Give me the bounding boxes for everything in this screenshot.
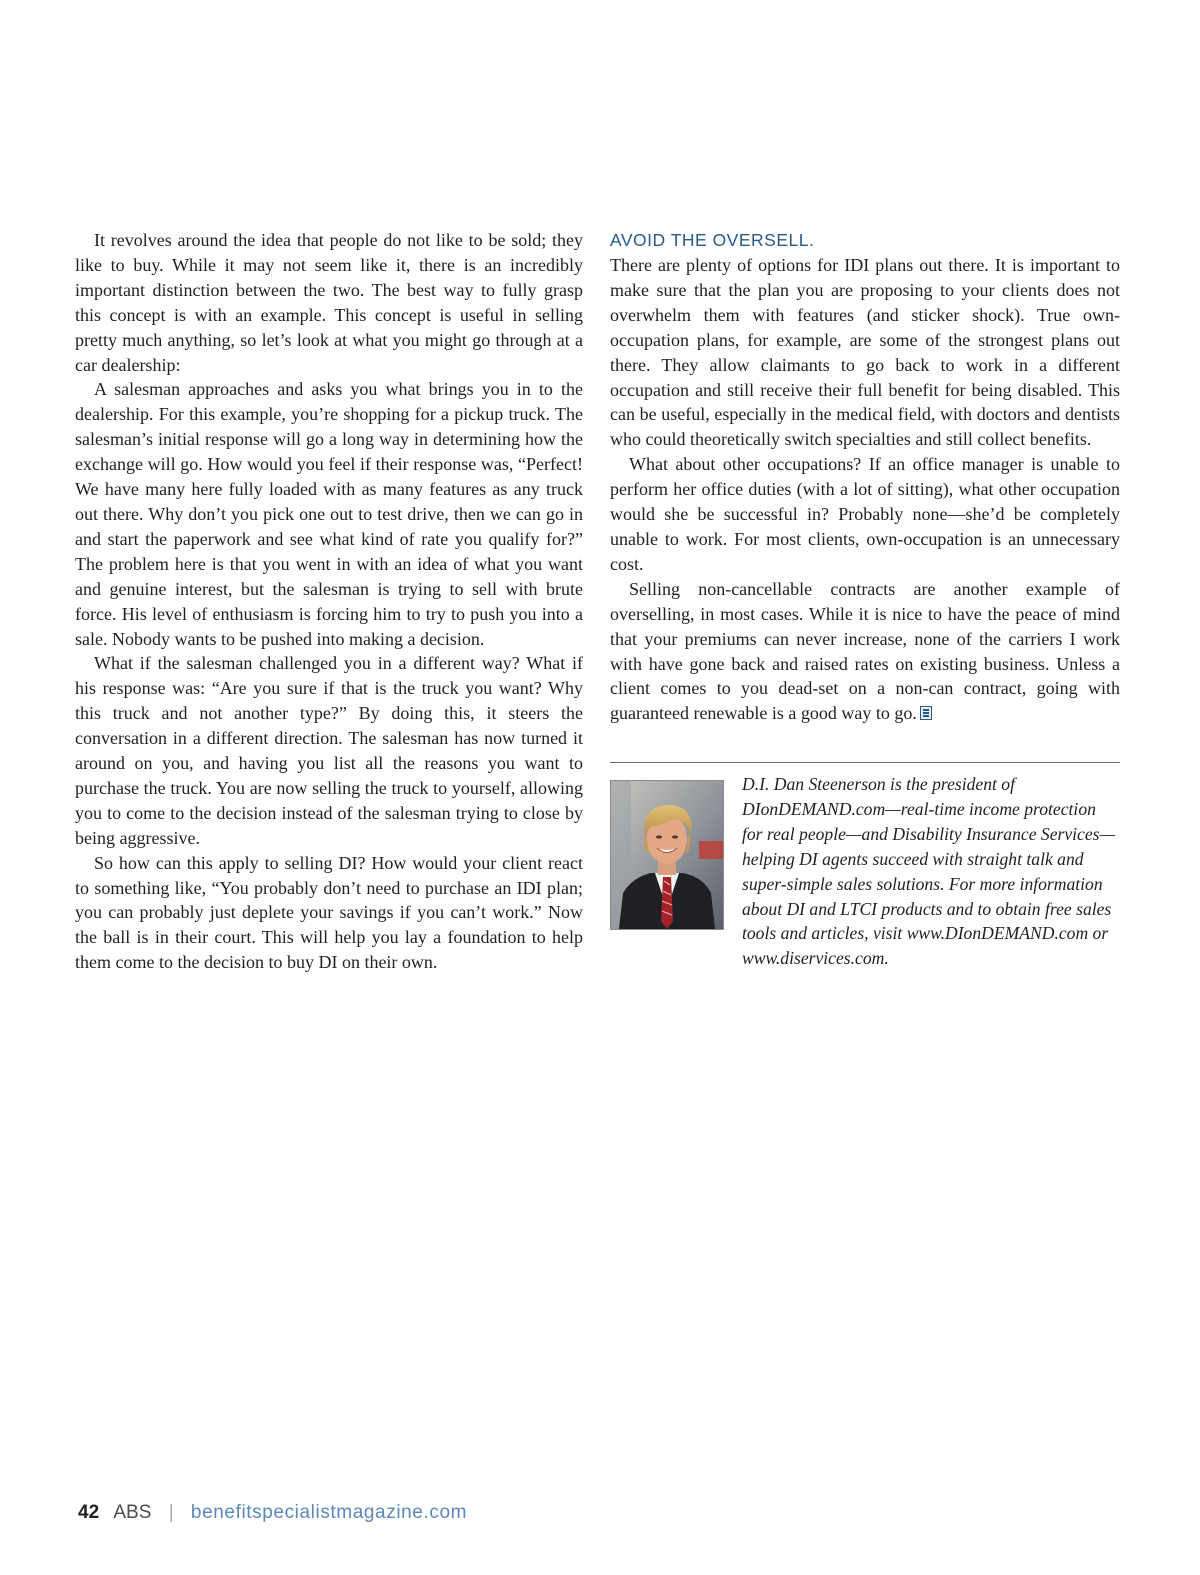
right-paragraph-2: What about other occupations? If an office manager is unable to perform her office duties (with a lot of sitting), what other occupation would she be successful in? Probably none—she’d be completely unable to work. For most clients, own-occupation is an unnecessary cost.	[610, 454, 1120, 574]
right-paragraph-3-text: Selling non-cancellable contracts are another example of overselling, in most cases. While it is nice to have the peace of mind that your premiums can never increase, none of the carriers I work with have gone back and raised rates on existing business. Unless a client comes to you dead-set on a non-can contract, going with guaranteed renewable is a good way to go.	[610, 578, 1120, 724]
left-paragraph-2: A salesman approaches and asks you what brings you in to the dealership. For this example, you’re shopping for a pickup truck. The salesman’s initial response will go a long way in determining how the exchange will go. How would you feel if their response was, “Perfect! We have many here fully loaded with as many features as any truck out there. Why don’t you pick one out to test drive, then we can go in and start the paperwork and see what kind of rate you qualify for?” The problem here is that you went in with an idea of what you want and genuine interest, but the salesman is trying to sell with brute force. His level of enthusiasm is forcing him to try to push you into a sale. Nobody wants to be pushed into making a decision.	[75, 379, 583, 649]
author-photo	[610, 780, 724, 930]
left-paragraph-3: What if the salesman challenged you in a different way? What if his response was: “Are you sure if that is the truck you want? Why this truck and not another type?” By doing this, it steers the conversation in a different direction. The salesman has now turned it around on you, and having you list all the reasons you want to purchase the truck. You are now selling the truck to yourself, allowing you to come to the decision instead of the salesman trying to close by being aggressive.	[75, 653, 583, 848]
right-article-column	[610, 228, 1120, 726]
section-heading: AVOID THE OVERSELL.	[610, 230, 815, 250]
left-paragraph-4: So how can this apply to selling DI? How would your client react to something like, “You probably don’t need to purchase an IDI plan; you can probably just deplete your savings if you can’t work.” Now the ball is in their court. This will help you lay a foundation to help them come to the decision to buy DI on their own.	[75, 852, 583, 973]
right-paragraph-3	[610, 577, 1120, 726]
article-end-icon	[920, 706, 932, 720]
bio-divider	[610, 762, 1120, 763]
left-article-column	[75, 228, 583, 975]
website-link[interactable]: benefitspecialistmagazine.com	[190, 1502, 468, 1523]
author-bio: D.I. Dan Steenerson is the president of DIonDEMAND.com—real-time income protection for real people—and Disability Insurance Services—helping DI agents succeed with straight talk and super-simple sales solutions. For more information about DI and LTCI products and to obtain free sales tools and articles, visit www.DIonDEMAND.com or www.diservices.com.	[742, 774, 1116, 969]
right-paragraph-1: There are plenty of options for IDI plans out there. It is important to make sure that the plan you are proposing to your clients does not overwhelm them with features (and sticker shock). True own-occupation plans, for example, are some of the strongest plans out there. They allow claimants to go back to work in a different occupation and still receive their full benefit for being disabled. This can be useful, especially in the medical field, with doctors and dentists who could theoretically switch specialties and still collect benefits.	[610, 255, 1120, 450]
left-paragraph-1: It revolves around the idea that people do not like to be sold; they like to buy. While it may not seem like it, there is an incredibly important distinction between the two. The best way to fully grasp this concept is with an example. This concept is useful in selling pretty much anything, so let’s look at what you might go through at a car dealership:	[75, 230, 583, 375]
footer-separator: |	[168, 1502, 174, 1523]
page-footer	[78, 1502, 467, 1524]
page-number: 42	[78, 1502, 100, 1523]
publication-name: ABS	[113, 1502, 152, 1523]
